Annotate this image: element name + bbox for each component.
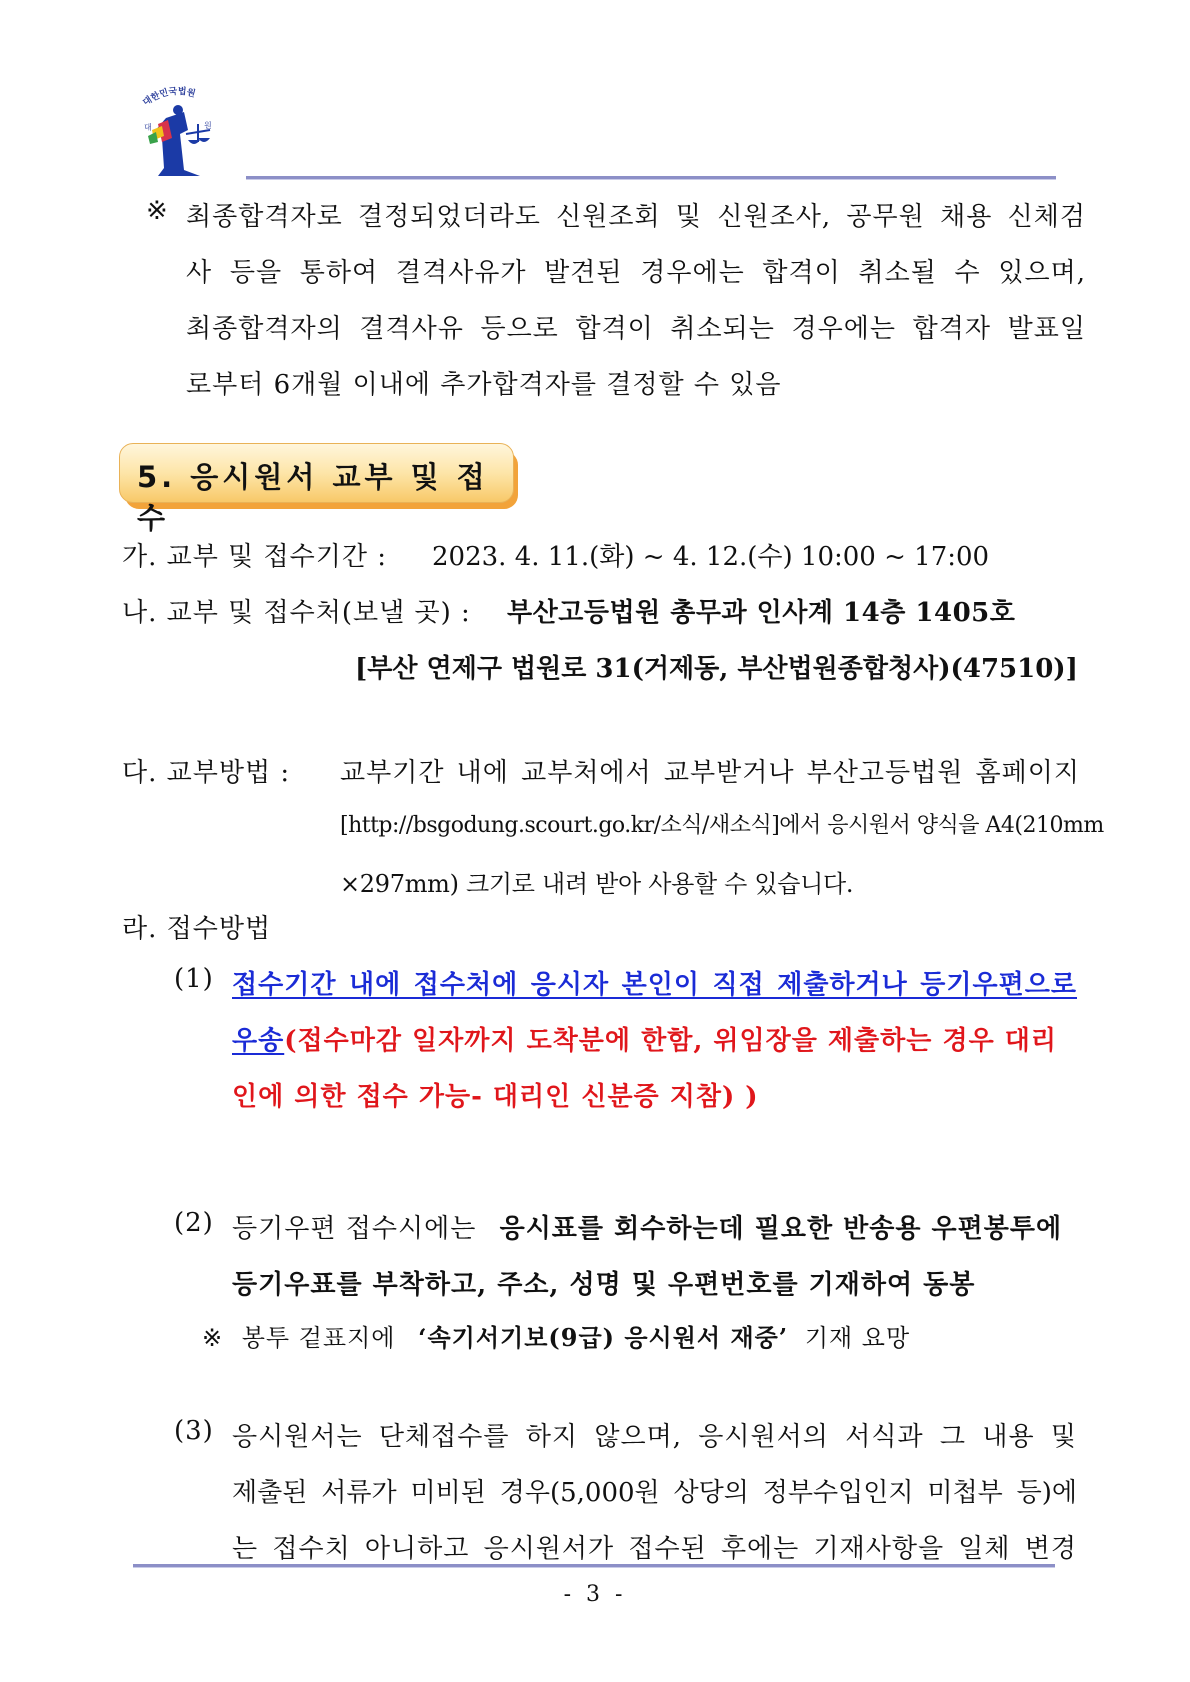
sub3-num: (3): [174, 1416, 214, 1446]
item-na-value: 부산고등법원 총무과 인사계 14층 1405호: [507, 598, 1016, 628]
item-da-label: 다. 교부방법 :: [122, 758, 291, 788]
svg-text:대한민국법원: [140, 85, 197, 108]
supreme-court-emblem-icon: [118, 80, 238, 184]
section-heading: [119, 443, 514, 535]
note-line-2: 사 등을 통하여 결격사유가 발견된 경우에는 합격이 취소될 수 있으며,: [186, 258, 1086, 288]
footer-rule: [133, 1564, 1055, 1568]
item-da: [122, 752, 1104, 902]
court-logo: [118, 80, 238, 184]
sub1-blue-line-2: 우송: [232, 1026, 285, 1056]
item-ra-label: 라. 접수방법: [122, 914, 272, 944]
page-number: - 3 -: [563, 1582, 627, 1607]
note-line-3: 최종합격자의 결격사유 등으로 합격이 취소되는 경우에는 합격자 발표일: [186, 314, 1086, 344]
sub3-line-3: 는 접수치 아니하고 응시원서가 접수된 후에는 기재사항을 일체 변경: [232, 1534, 1077, 1564]
item-ga-value: 2023. 4. 11.(화) ~ 4. 12.(수) 10:00 ~ 17:00: [432, 542, 990, 572]
sub2-line-1: [232, 1208, 1062, 1245]
item-na: [122, 592, 1082, 702]
sub2-note-bold: ‘속기서기보(9급) 응시원서 재중’: [418, 1323, 789, 1352]
item-na-address: [부산 연제구 법원로 31(거제동, 부산법원종합청사)(47510)]: [355, 654, 1078, 684]
sub2-note: [202, 1318, 910, 1353]
note-line-1: 최종합격자로 결정되었더라도 신원조회 및 신원조사, 공무원 채용 신체검: [186, 202, 1086, 232]
final-pass-note: [146, 196, 1086, 400]
sub2-line-2: 등기우표를 부착하고, 주소, 성명 및 우편번호를 기재하여 동봉: [232, 1270, 976, 1300]
item-ra: [122, 908, 1082, 1564]
note-mark: ※: [146, 196, 169, 226]
item-da-line-1: 교부기간 내에 교부처에서 교부받거나 부산고등법원 홈페이지: [340, 758, 1080, 788]
sub2-note-plain-1: 봉투 겉표지에: [241, 1324, 396, 1352]
item-da-line-2: [http://bsgodung.scourt.go.kr/소식/새소식]에서 응시원서 양식을 A4(210mm: [340, 813, 1104, 838]
item-ga: [122, 536, 1082, 576]
sub1-line-2: [232, 1020, 1057, 1057]
item-da-line-3: ×297mm) 크기로 내려 받아 사용할 수 있습니다.: [340, 870, 854, 898]
sub2-note-plain-2: 기재 요망: [804, 1324, 911, 1352]
item-na-label: 나. 교부 및 접수처(보낼 곳) :: [122, 598, 471, 628]
sub2-num: (2): [174, 1208, 214, 1238]
logo-text: 대한민국법원: [141, 86, 197, 109]
sub1-red-line-2: (접수마감 일자까지 도착분에 한함, 위임장을 제출하는 경우 대리: [284, 1026, 1057, 1056]
svg-text:원: 원: [204, 121, 212, 130]
header-rule: [246, 176, 1056, 180]
section-title: 5. 응시원서 교부 및 접수: [137, 460, 489, 535]
sub3-line-2: 제출된 서류가 미비된 경우(5,000원 상당의 정부수입인지 미첩부 등)에: [232, 1478, 1077, 1508]
sub1-blue-line-1: 접수기간 내에 접수처에 응시자 본인이 직접 제출하거나 등기우편으로: [232, 970, 1077, 1000]
svg-text:대: 대: [144, 123, 152, 132]
sub2-note-mark: ※: [202, 1324, 224, 1352]
sub2-line-1-plain: 등기우편 접수시에는: [232, 1214, 477, 1244]
item-ga-label: 가. 교부 및 접수기간 :: [122, 542, 388, 572]
sub2-line-1-bold: 응시표를 회수하는데 필요한 반송용 우편봉투에: [499, 1214, 1063, 1244]
note-line-4: 로부터 6개월 이내에 추가합격자를 결정할 수 있음: [186, 370, 782, 400]
sub1-red-line-3: 인에 의한 접수 가능- 대리인 신분증 지참) ): [232, 1082, 759, 1112]
sub3-line-1: 응시원서는 단체접수를 하지 않으며, 응시원서의 서식과 그 내용 및: [232, 1422, 1077, 1452]
sub1-num: (1): [174, 964, 214, 994]
